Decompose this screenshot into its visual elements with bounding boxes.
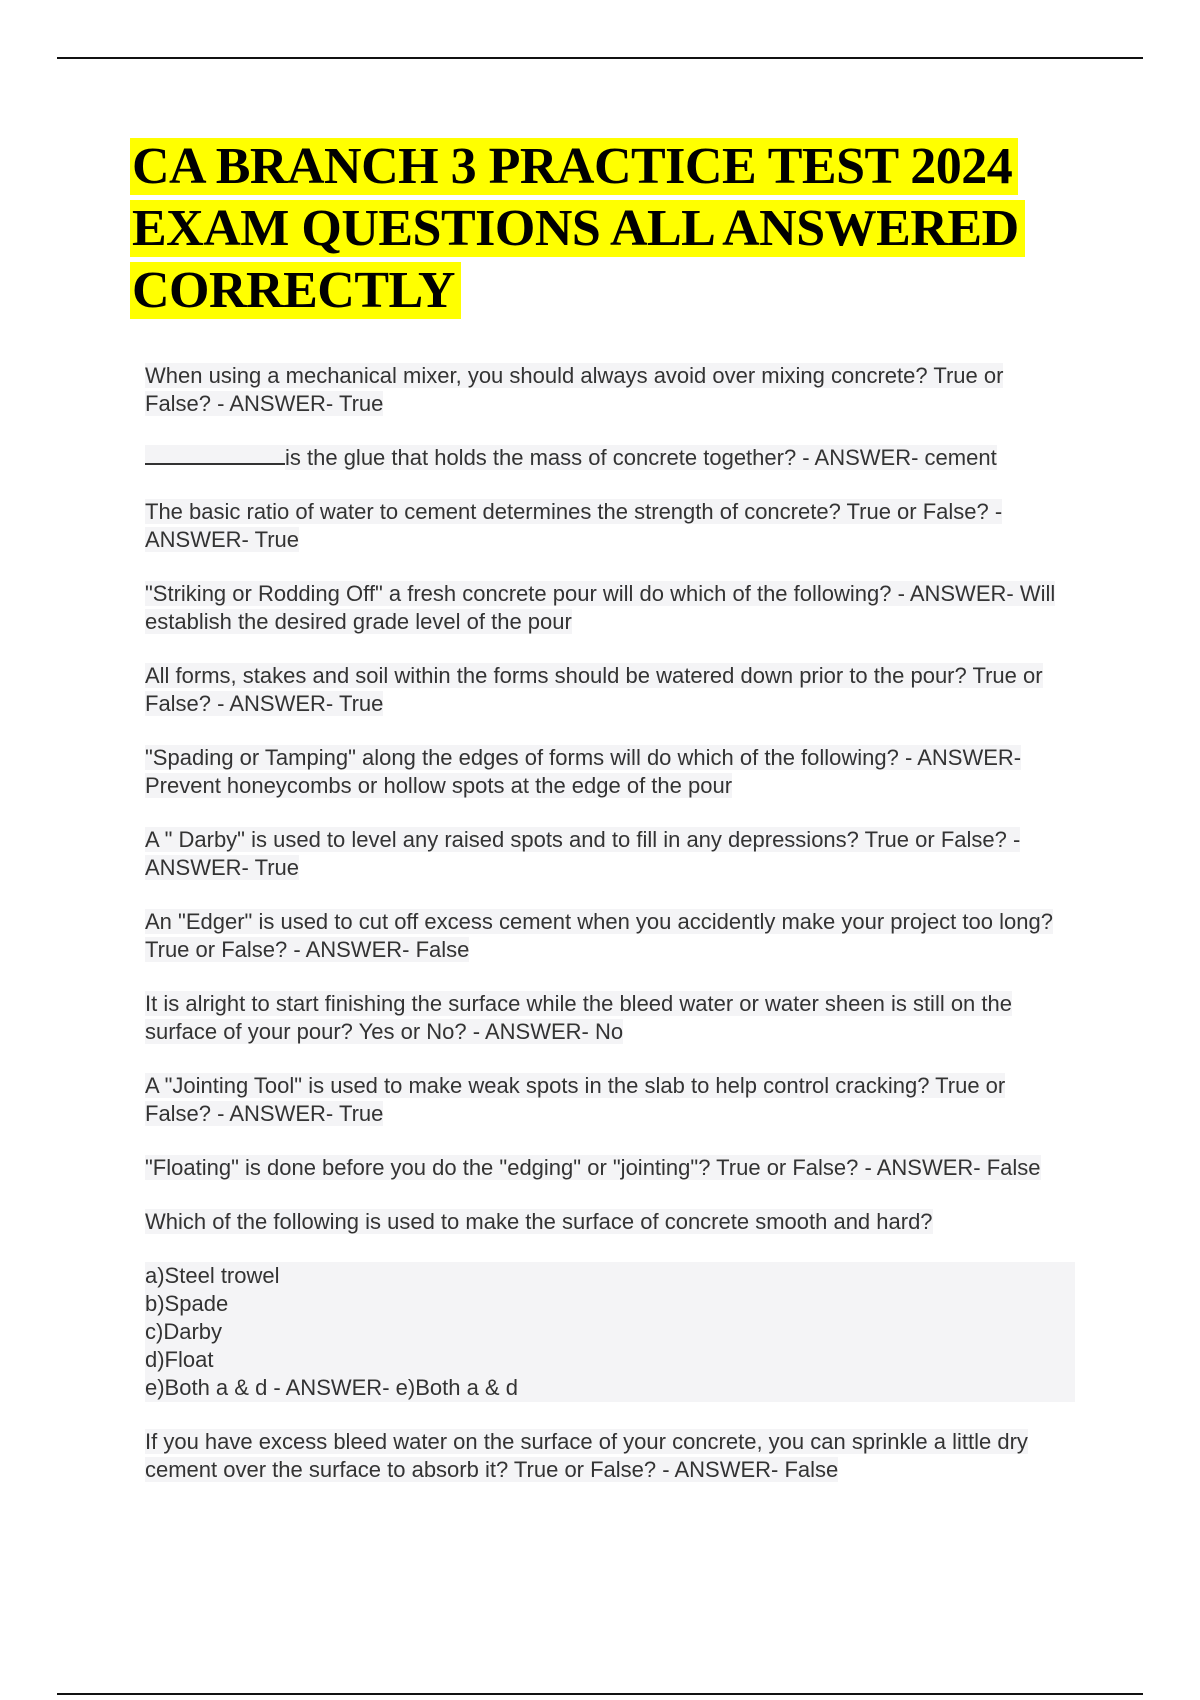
- qa-item: If you have excess bleed water on the surface of your concrete, you can sprinkle a little dry cement over the surface to absorb it? True or False? - ANSWER- False: [145, 1429, 1028, 1482]
- answer-options: [145, 1262, 1075, 1402]
- qa-item: "Floating" is done before you do the "edging" or "jointing"? True or False? - ANSWER- False: [145, 1155, 1041, 1180]
- qa-item: "Striking or Rodding Off" a fresh concrete pour will do which of the following? - ANSWER- Will establish the desired grade level of the pour: [145, 581, 1056, 634]
- option-e: e)Both a & d - ANSWER- e)Both a & d: [145, 1374, 1075, 1402]
- fill-in-blank: [145, 445, 285, 465]
- option-d: d)Float: [145, 1346, 1075, 1374]
- qa-item: It is alright to start finishing the surface while the bleed water or water sheen is still on the surface of your pour? Yes or No? - ANSWER- No: [145, 991, 1012, 1044]
- option-a: a)Steel trowel: [145, 1262, 1075, 1290]
- qa-item: A " Darby" is used to level any raised spots and to fill in any depressions? True or False? - ANSWER- True: [145, 827, 1021, 880]
- document-title: CA BRANCH 3 PRACTICE TEST 2024 EXAM QUESTIONS ALL ANSWERED CORRECTLY: [130, 136, 1090, 322]
- qa-item: A "Jointing Tool" is used to make weak spots in the slab to help control cracking? True or False? - ANSWER- True: [145, 1073, 1006, 1126]
- qa-item: Which of the following is used to make the surface of concrete smooth and hard?: [145, 1209, 933, 1234]
- qa-item: All forms, stakes and soil within the forms should be watered down prior to the pour? True or False? - ANSWER- True: [145, 663, 1043, 716]
- top-rule: [57, 57, 1143, 59]
- option-b: b)Spade: [145, 1290, 1075, 1318]
- qa-item: The basic ratio of water to cement determines the strength of concrete? True or False? - ANSWER- True: [145, 499, 1003, 552]
- qa-item: "Spading or Tamping" along the edges of forms will do which of the following? - ANSWER- Prevent honeycombs or hollow spots at the edge of the pour: [145, 745, 1022, 798]
- qa-item: is the glue that holds the mass of concrete together? - ANSWER- cement: [145, 444, 1075, 472]
- qa-item: An "Edger" is used to cut off excess cement when you accidently make your project too long? True or False? - ANSWER- False: [145, 909, 1053, 962]
- bottom-rule: [57, 1693, 1143, 1695]
- qa-list: [145, 362, 1075, 1510]
- qa-item: When using a mechanical mixer, you should always avoid over mixing concrete? True or False? - ANSWER- True: [145, 363, 1004, 416]
- option-c: c)Darby: [145, 1318, 1075, 1346]
